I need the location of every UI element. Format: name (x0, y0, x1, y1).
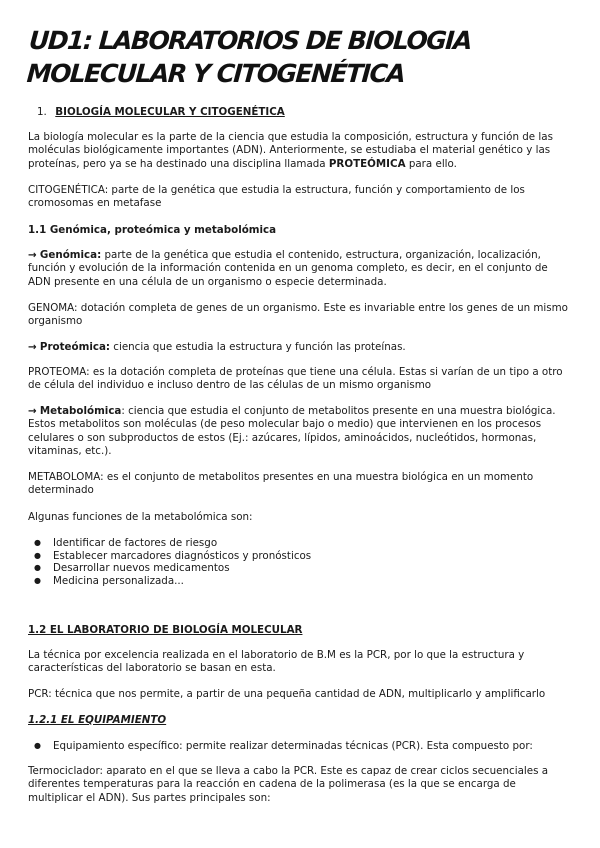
list-item: ● Desarrollar nuevos medicamentos (34, 562, 574, 575)
paragraph-citogenetica: CITOGENÉTICA: parte de la genética que estudia la estructura, función y comportamiento de los cromosomas en metafase (28, 184, 525, 210)
paragraph-genoma: GENOMA: dotación completa de genes de un organismo. Este es invariable entre los genes de un mismo organismo (28, 302, 568, 328)
list-item: ● Identificar de factores de riesgo (34, 537, 574, 550)
heading-1-2: 1.2 EL LABORATORIO DE BIOLOGÍA MOLECULAR (28, 624, 303, 636)
section-1-heading (37, 106, 285, 119)
genomica-term: Genómica: (39, 249, 102, 261)
list-item: ● Establecer marcadores diagnósticos y pronósticos (34, 550, 574, 563)
equipamiento-list (34, 740, 574, 753)
metabolomica-text: : ciencia que estudia el conjunto de metabolitos presente en una muestra biológica. Estos metabolitos son moléculas (de peso molecular bajo o medio) que intervienen en los procesos celulares o son subproductos de estos (Ej.: azúcares, lípidos, aminoácidos, nucleótidos, hormonas, vitaminas, etc.). (28, 405, 556, 458)
paragraph-pcr-definition: PCR: técnica que nos permite, a partir de una pequeña cantidad de ADN, multiplicarlo y amplificarlo (28, 688, 546, 700)
biologia-tail: para ello. (405, 157, 457, 170)
proteomica-bold: PROTEÓMICA (328, 157, 406, 170)
paragraph-biologia-molecular (28, 131, 573, 171)
paragraph-proteoma: PROTEOMA: es la dotación completa de proteínas que tiene una célula. Estas si varían de un tipo a otro de célula del individuo e incluso dentro de las células de un mismo organismo (28, 366, 563, 392)
arrow-icon: → (28, 405, 37, 417)
paragraph-genomica (28, 249, 573, 289)
list-item: ● Medicina personalizada... (34, 575, 574, 588)
section-1-number: 1. (37, 106, 47, 118)
paragraph-metabolomica (28, 405, 573, 459)
heading-1-2-1: 1.2.1 EL EQUIPAMIENTO (28, 714, 167, 726)
metabolomica-term: Metabolómica (39, 405, 122, 417)
paragraph-pcr-intro: La técnica por excelencia realizada en el laboratorio de B.M es la PCR, por lo que la estructura y características del laboratorio se basan en esta. (28, 649, 525, 675)
arrow-icon: → (28, 249, 37, 261)
heading-1-1: 1.1 Genómica, proteómica y metabolómica (28, 224, 277, 236)
funciones-intro: Algunas funciones de la metabolómica son: (28, 511, 253, 523)
biologia-text: La biología molecular es la parte de la ciencia que estudia la composición, estructura y función de las moléculas biológicamente importantes (ADN). Anteriormente, se estudiaba el material genético y las proteínas, pero ya se ha destinado una disciplina llamada (28, 131, 553, 170)
paragraph-proteomica (28, 341, 573, 354)
paragraph-termociclador: Termociclador: aparato en el que se lleva a cabo la PCR. Este es capaz de crear ciclos secuenciales a diferentes temperaturas para la reacción en cadena de la polimerasa (es la que se encarga de multiplicar el ADN). Sus partes principales son: (28, 765, 549, 804)
funciones-list (34, 537, 574, 587)
genomica-text: parte de la genética que estudia el contenido, estructura, organización, localización, función y evolución de la información contenida en un genoma completo, es decir, en el conjunto de ADN presente en una célula de un organismo o especie determinada. (28, 249, 548, 288)
arrow-icon: → (28, 341, 37, 353)
paragraph-metaboloma: METABOLOMA: es el conjunto de metabolitos presentes en una muestra biológica en un momento determinado (28, 471, 534, 497)
list-item: ● Equipamiento específico: permite realizar determinadas técnicas (PCR). Esta compuesto por: (34, 740, 574, 753)
section-1-title: BIOLOGÍA MOLECULAR Y CITOGENÉTICA (55, 106, 285, 118)
proteomica-text: ciencia que estudia la estructura y función las proteínas. (110, 341, 406, 353)
proteomica-term: Proteómica: (39, 341, 111, 353)
document-title: UD1: LABORATORIOS DE BIOLOGIA MOLECULAR Y CITOGENÉTICA (25, 26, 473, 88)
